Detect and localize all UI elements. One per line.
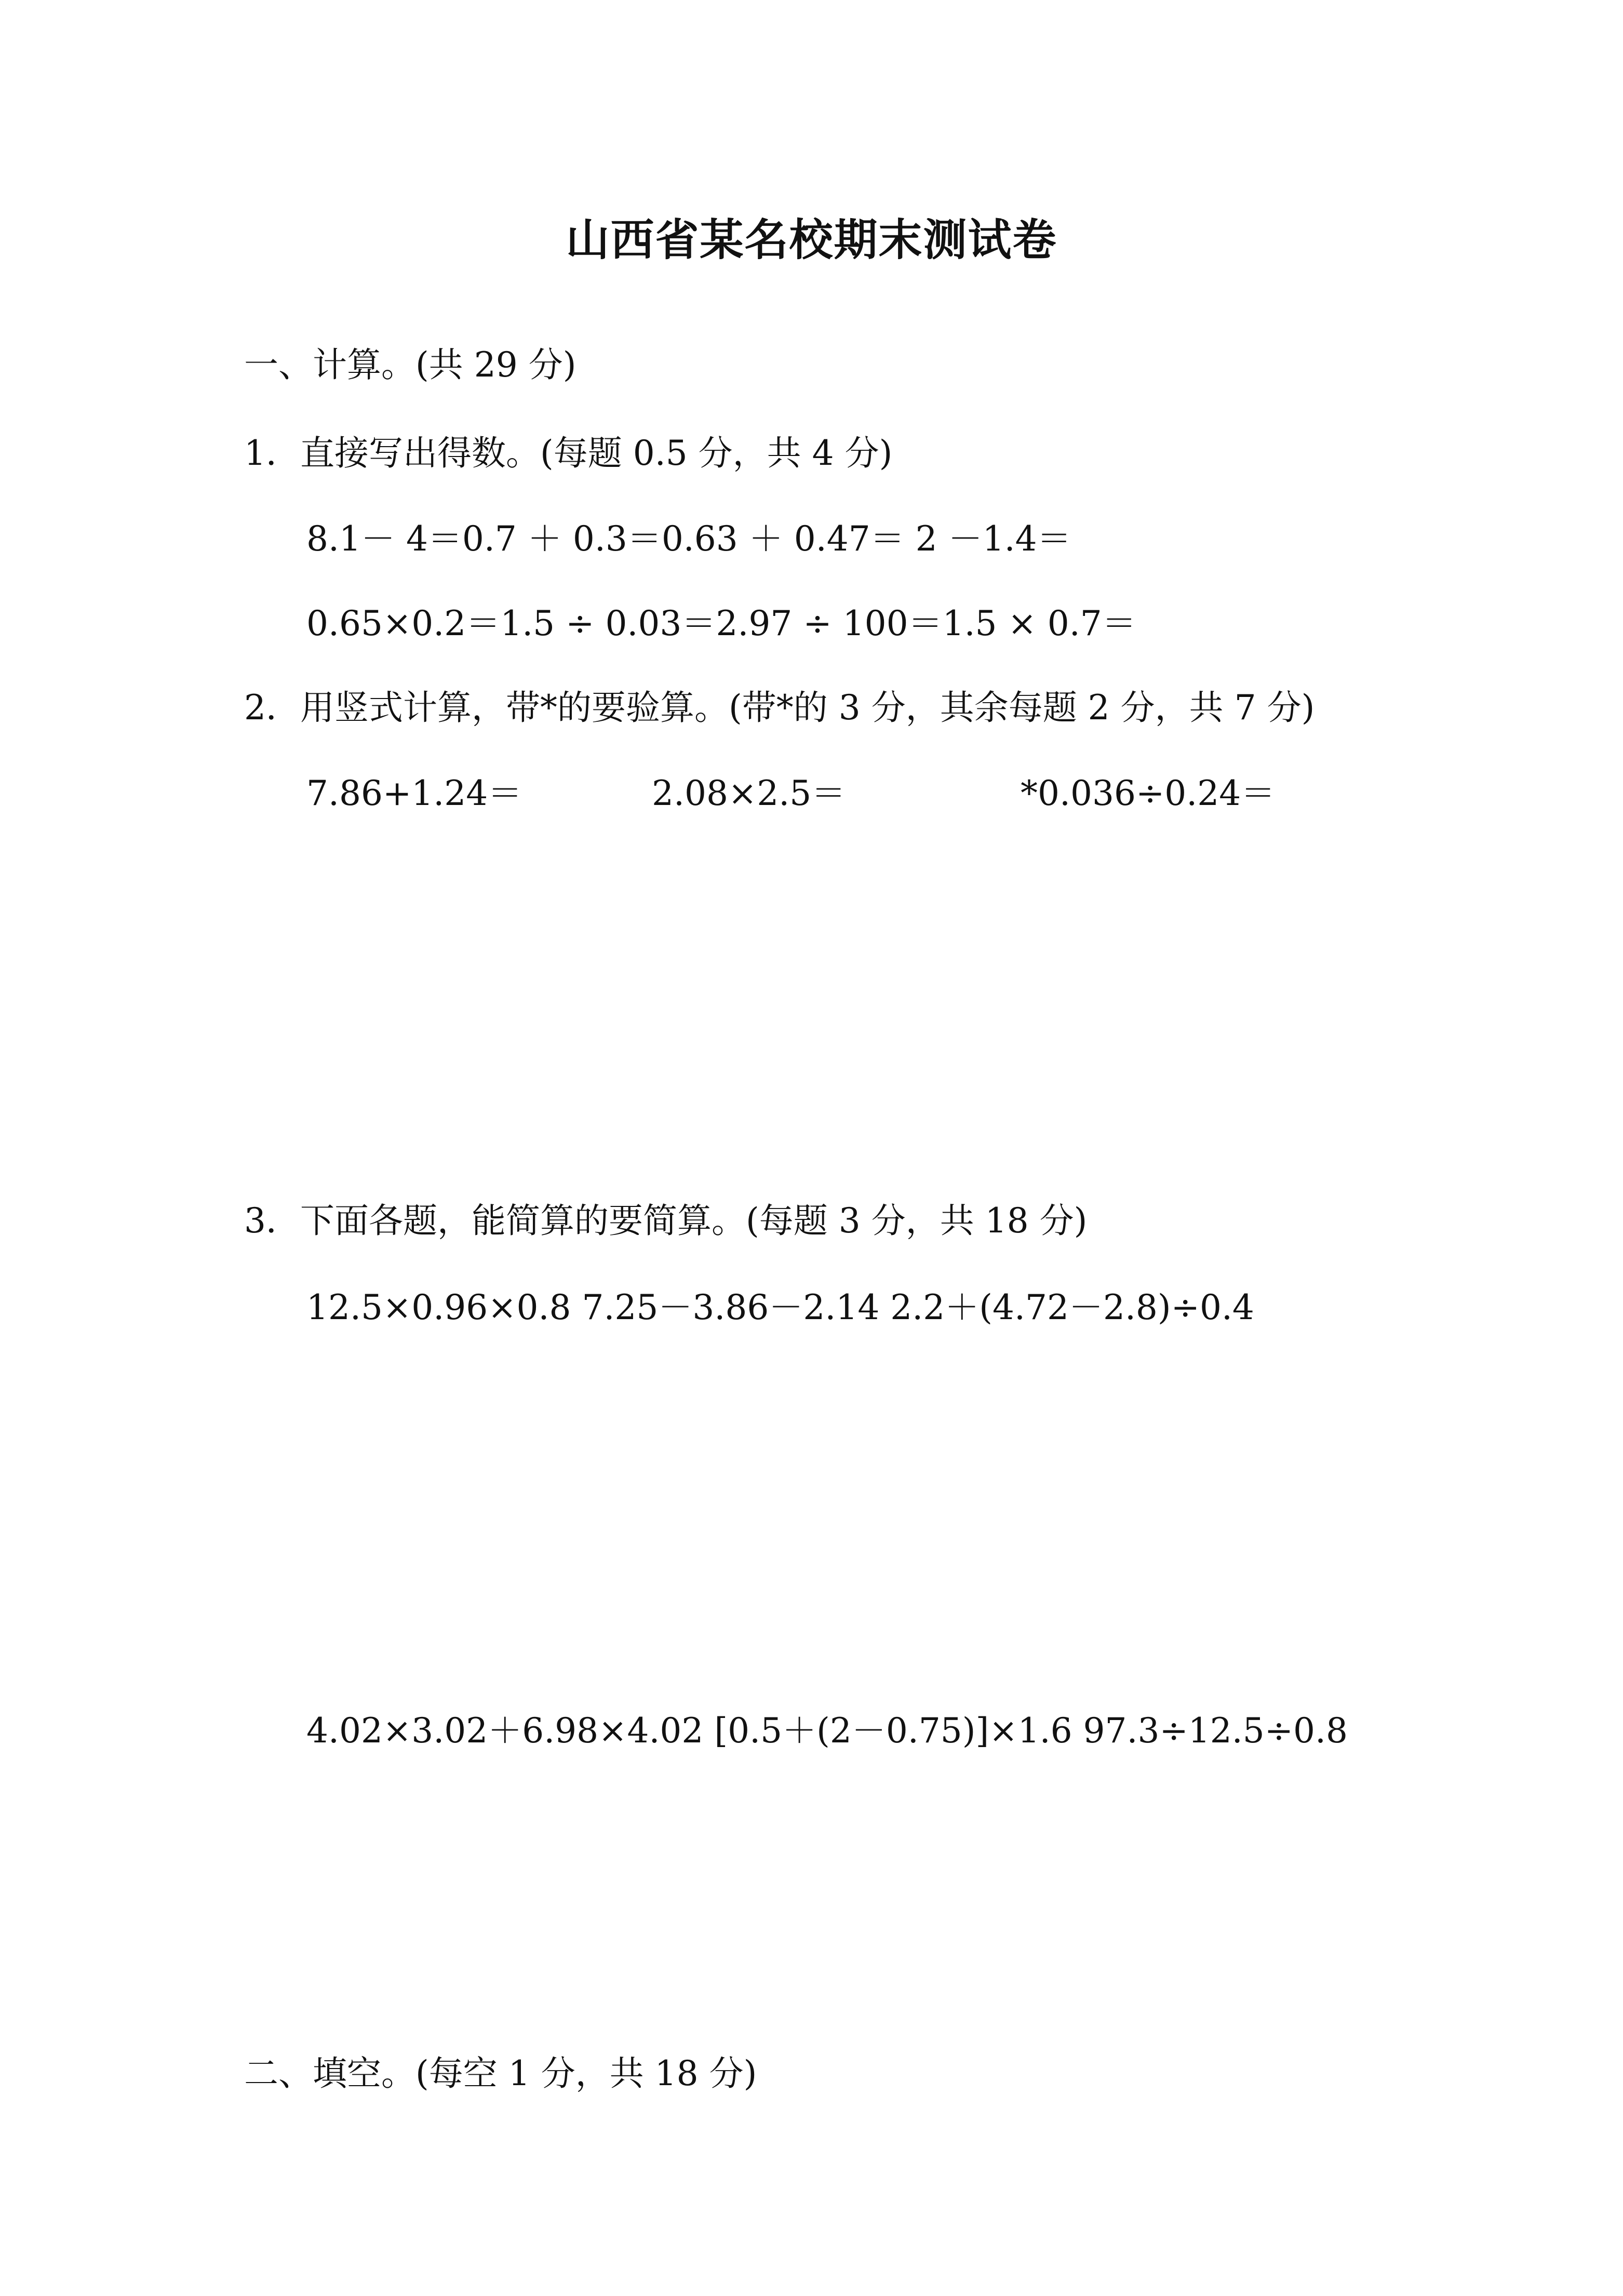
question-1-row-1: 8.1－ 4＝0.7 ＋ 0.3＝0.63 ＋ 0.47＝ 2 －1.4＝ [306, 519, 1071, 559]
question-2-item: 2.08×2.5＝ [652, 773, 846, 813]
section-2-heading: 二、填空。(每空 1 分，共 18 分) [244, 2053, 757, 2093]
question-2-item: 7.86+1.24＝ [306, 773, 522, 813]
question-3-row-1: 12.5×0.96×0.8 7.25－3.86－2.14 2.2＋(4.72－2.8)÷0.4 [306, 1287, 1254, 1327]
question-1-row-2: 0.65×0.2＝1.5 ÷ 0.03＝2.97 ÷ 100＝1.5 × 0.7＝ [306, 603, 1136, 643]
section-1-heading: 一、计算。(共 29 分) [244, 345, 576, 385]
question-3-label: 3．下面各题，能简算的要简算。(每题 3 分，共 18 分) [244, 1201, 1088, 1241]
question-2-label: 2．用竖式计算，带*的要验算。(带*的 3 分，其余每题 2 分，共 7 分) [244, 688, 1315, 728]
question-3-row-2: 4.02×3.02＋6.98×4.02 [0.5＋(2－0.75)]×1.6 97.3÷12.5÷0.8 [306, 1711, 1348, 1751]
page-title: 山西省某名校期末测试卷 [566, 214, 1057, 265]
question-2-item: *0.036÷0.24＝ [1021, 773, 1276, 813]
question-1-label: 1．直接写出得数。(每题 0.5 分，共 4 分) [244, 433, 893, 473]
